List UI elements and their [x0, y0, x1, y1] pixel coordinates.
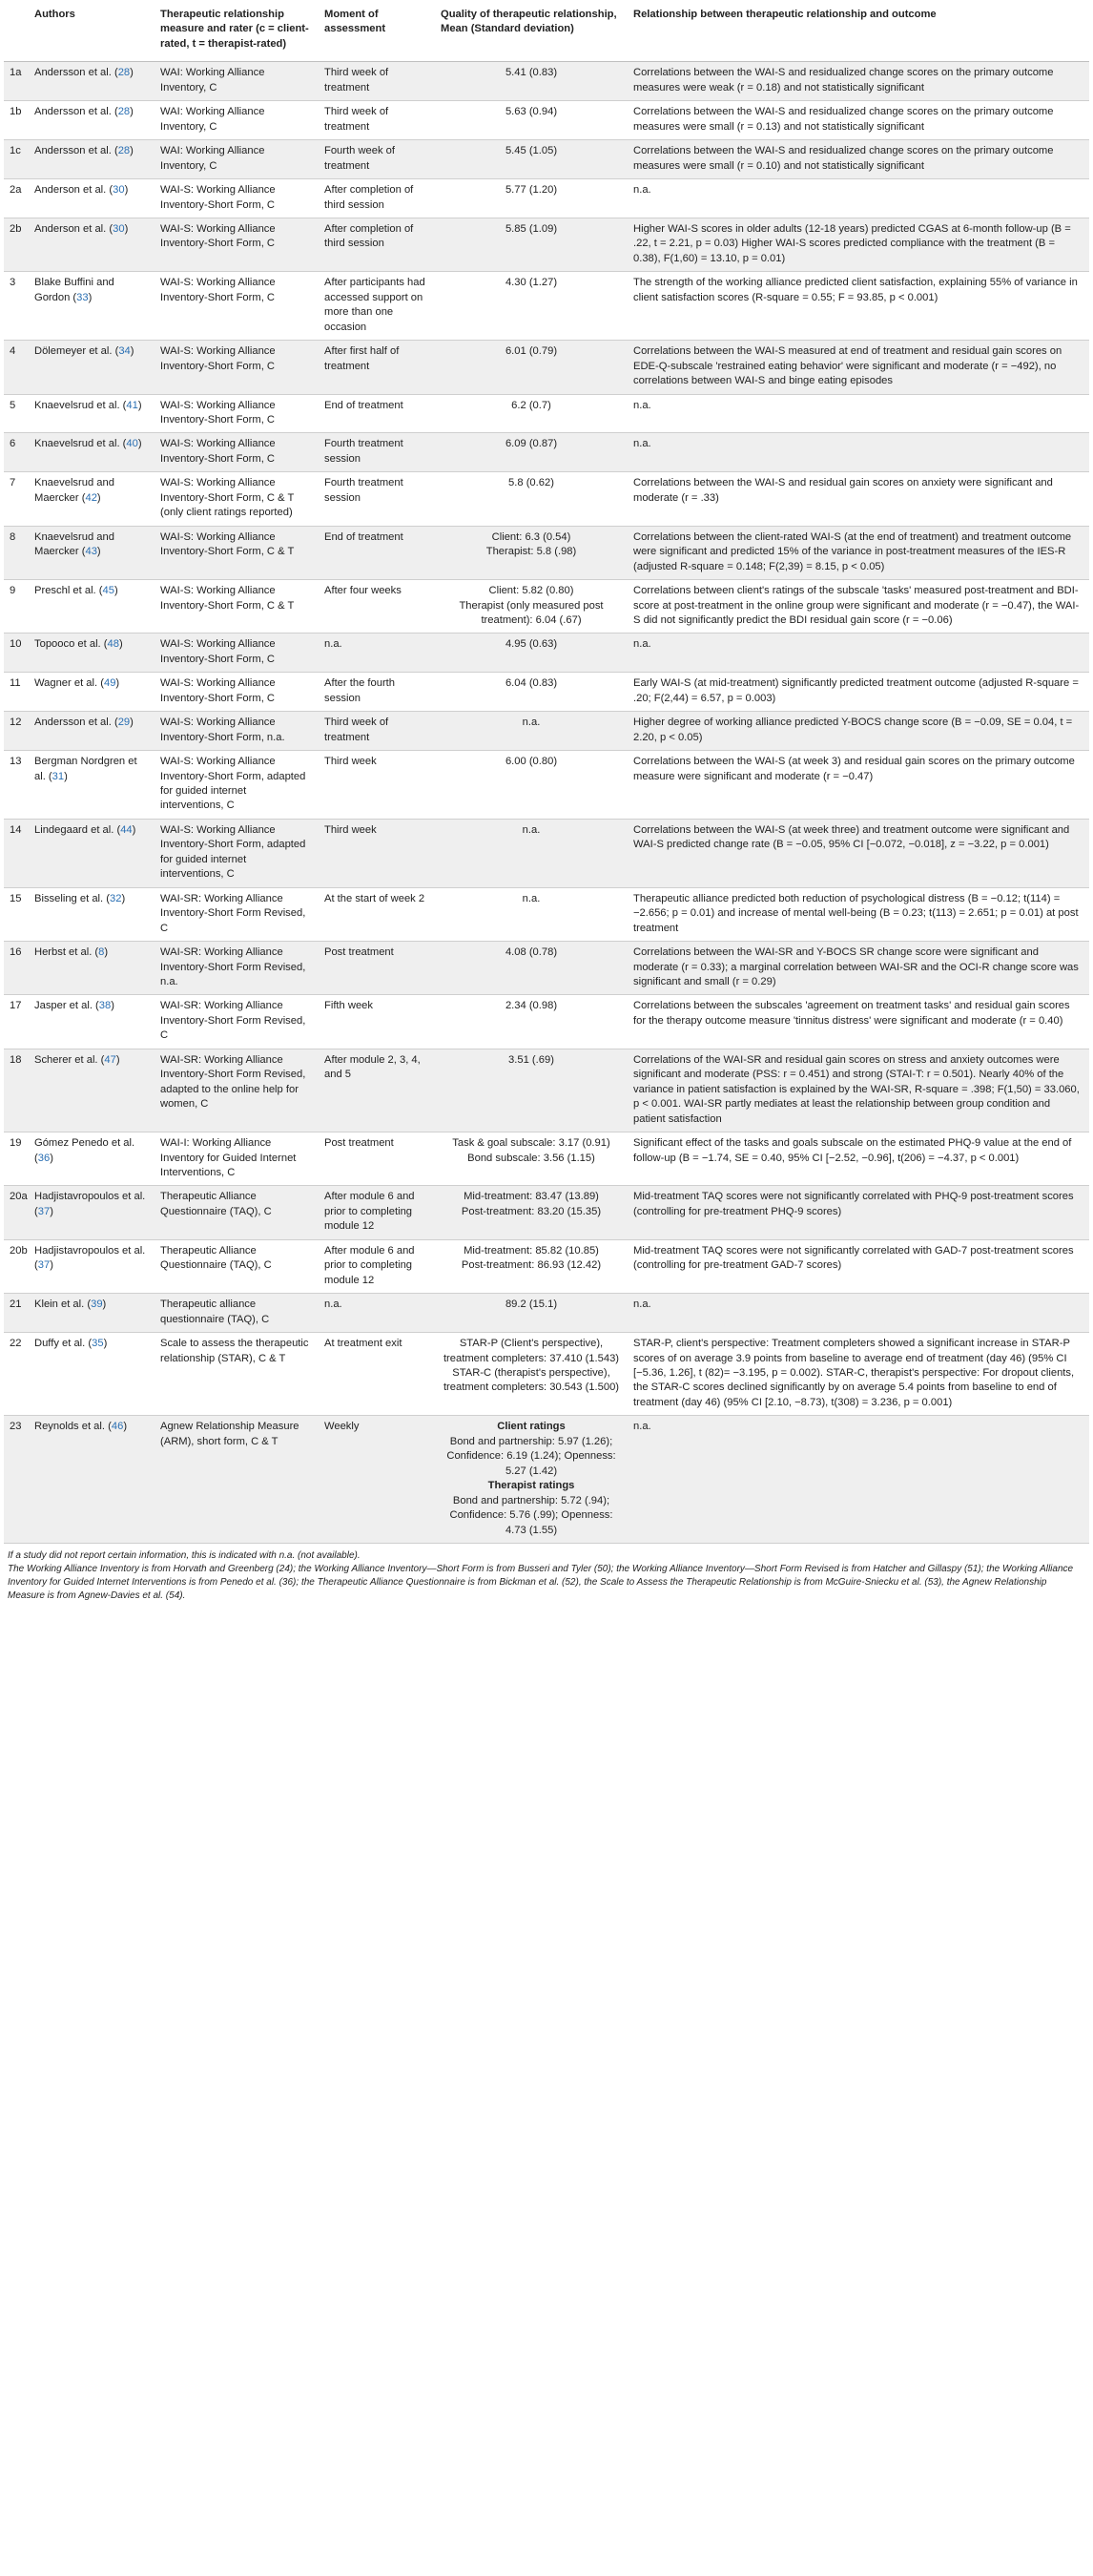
quality-cell	[435, 712, 628, 751]
study-id-cell: 1b	[4, 101, 29, 140]
quality-line: 89.2 (15.1)	[505, 1298, 558, 1311]
author-name: Hadjistavropoulos et al.	[34, 1191, 146, 1203]
header-outcome: Relationship between therapeutic relationship and outcome	[628, 2, 1089, 62]
table-row	[4, 1294, 1089, 1333]
quality-line: 3.51 (.69)	[508, 1053, 554, 1066]
study-id-cell: 21	[4, 1294, 29, 1333]
moment-cell: Fourth treatment session	[319, 472, 435, 526]
quality-cell	[435, 179, 628, 218]
study-id-cell: 22	[4, 1333, 29, 1416]
table-row	[4, 751, 1089, 820]
measure-cell: Agnew Relationship Measure (ARM), short form, C & T	[155, 1416, 319, 1544]
measure-cell: WAI-S: Working Alliance Inventory-Short Form, C	[155, 433, 319, 472]
outcome-cell: The strength of the working alliance predicted client satisfaction, explaining 55% of variance in client satisfaction scores (R-square = 0.55; F = 93.85, p < 0.001)	[628, 272, 1089, 341]
authors-cell: Herbst et al. (8)	[29, 942, 155, 995]
moment-cell: After participants had accessed support on more than one occasion	[319, 272, 435, 341]
quality-cell	[435, 394, 628, 433]
quality-line: Bond and partnership: 5.72 (.94); Confidence: 5.76 (.99); Openness: 4.73 (1.55)	[449, 1494, 613, 1536]
author-name: Andersson et al.	[34, 67, 112, 79]
study-id-cell: 4	[4, 341, 29, 394]
quality-cell	[435, 1132, 628, 1186]
study-id-cell: 1a	[4, 62, 29, 101]
authors-cell: Bisseling et al. (32)	[29, 887, 155, 941]
study-id-cell: 2b	[4, 218, 29, 271]
measure-cell: WAI-S: Working Alliance Inventory-Short Form, n.a.	[155, 712, 319, 751]
reference-link[interactable]: 39	[91, 1298, 103, 1311]
authors-cell: Blake Buffini and Gordon (33)	[29, 272, 155, 341]
measure-cell: WAI-S: Working Alliance Inventory-Short Form, C & T (only client ratings reported)	[155, 472, 319, 526]
quality-line: Task & goal subscale: 3.17 (0.91)	[452, 1137, 610, 1150]
moment-cell: Post treatment	[319, 942, 435, 995]
table-row	[4, 1132, 1089, 1186]
measure-cell: WAI-S: Working Alliance Inventory-Short Form, C & T	[155, 580, 319, 634]
measure-cell: WAI-S: Working Alliance Inventory-Short Form, C	[155, 634, 319, 673]
author-name: Anderson et al.	[34, 222, 107, 235]
outcome-cell: Correlations between the WAI-S and residualized change scores on the primary outcome measures were small (r = 0.10) and not statistically significant	[628, 140, 1089, 179]
moment-cell: After module 6 and prior to completing module 12	[319, 1186, 435, 1239]
measure-cell: WAI-S: Working Alliance Inventory-Short Form, C	[155, 272, 319, 341]
authors-cell: Knaevelsrud and Maercker (43)	[29, 526, 155, 579]
author-name: Knaevelsrud et al.	[34, 399, 120, 411]
study-id-cell: 13	[4, 751, 29, 820]
outcome-cell: Correlations between the WAI-S (at week three) and treatment outcome were significant and WAI-S predicted change rate (B = −0.05, 95% CI [−0.072, −0.018], z = −3.22, p = 0.001)	[628, 819, 1089, 887]
authors-cell: Dölemeyer et al. (34)	[29, 341, 155, 394]
study-id-cell: 6	[4, 433, 29, 472]
measure-cell: Therapeutic Alliance Questionnaire (TAQ), C	[155, 1186, 319, 1239]
table-header-row	[4, 2, 1089, 62]
quality-line: 5.85 (1.09)	[505, 222, 558, 235]
authors-cell: Andersson et al. (28)	[29, 62, 155, 101]
authors-cell: Anderson et al. (30)	[29, 218, 155, 271]
moment-cell: n.a.	[319, 1294, 435, 1333]
moment-cell: End of treatment	[319, 394, 435, 433]
measure-cell: WAI: Working Alliance Inventory, C	[155, 101, 319, 140]
reference-link[interactable]: 30	[113, 184, 125, 197]
moment-cell: After the fourth session	[319, 673, 435, 712]
table-row	[4, 1186, 1089, 1239]
reference-link[interactable]: 34	[118, 345, 131, 358]
table-body	[4, 62, 1089, 1544]
quality-line: 5.45 (1.05)	[505, 145, 558, 157]
study-id-cell: 2a	[4, 179, 29, 218]
quality-line: Client ratings	[497, 1421, 566, 1433]
measure-cell: WAI-S: Working Alliance Inventory-Short Form, adapted for guided internet interventions, C	[155, 751, 319, 820]
quality-line: STAR-C (therapist's perspective), treatment completers: 30.543 (1.500)	[443, 1366, 620, 1394]
table-row	[4, 1333, 1089, 1416]
author-name: Scherer et al.	[34, 1053, 98, 1066]
header-measure: Therapeutic relationship measure and rater (c = client-rated, t = therapist-rated)	[155, 2, 319, 62]
table-row	[4, 341, 1089, 394]
author-name: Preschl et al.	[34, 585, 96, 597]
table-row	[4, 712, 1089, 751]
authors-cell: Lindegaard et al. (44)	[29, 819, 155, 887]
authors-cell: Andersson et al. (28)	[29, 101, 155, 140]
table-footnote	[4, 1544, 1089, 1603]
authors-cell: Scherer et al. (47)	[29, 1049, 155, 1132]
reference-link[interactable]: 36	[37, 1152, 51, 1164]
moment-cell: Third week	[319, 751, 435, 820]
moment-cell: Fourth treatment session	[319, 433, 435, 472]
study-id-cell: 23	[4, 1416, 29, 1544]
author-name: Klein et al.	[34, 1298, 85, 1311]
author-name: Hadjistavropoulos et al.	[34, 1244, 146, 1257]
quality-cell	[435, 472, 628, 526]
authors-cell: Andersson et al. (28)	[29, 140, 155, 179]
study-id-cell: 15	[4, 887, 29, 941]
authors-cell: Gómez Penedo et al. (36)	[29, 1132, 155, 1186]
author-name: Andersson et al.	[34, 717, 112, 729]
reference-link[interactable]: 28	[117, 106, 131, 118]
reference-link[interactable]: 31	[52, 770, 65, 782]
quality-line: 4.08 (0.78)	[505, 946, 558, 959]
quality-line: 4.95 (0.63)	[505, 638, 558, 651]
reference-link[interactable]: 29	[117, 717, 131, 729]
reference-link[interactable]: 33	[76, 291, 89, 303]
reference-link[interactable]: 48	[107, 638, 119, 651]
study-id-cell: 3	[4, 272, 29, 341]
quality-cell	[435, 526, 628, 579]
table-row	[4, 942, 1089, 995]
measure-cell: WAI: Working Alliance Inventory, C	[155, 140, 319, 179]
header-authors: Authors	[29, 2, 155, 62]
quality-line: Bond subscale: 3.56 (1.15)	[467, 1152, 595, 1164]
quality-cell	[435, 819, 628, 887]
outcome-cell: Significant effect of the tasks and goals subscale on the estimated PHQ-9 value at the end of follow-up (B = −1.74, SE = 0.40, 95% CI [−2.52, −0.96], t(206) = −4.37, p < 0.001)	[628, 1132, 1089, 1186]
measure-cell: WAI-SR: Working Alliance Inventory-Short Form Revised, adapted to the online help for women, C	[155, 1049, 319, 1132]
outcome-cell: Higher degree of working alliance predicted Y-BOCS change score (B = −0.09, SE = 0.04, t = 2.20, p < 0.05)	[628, 712, 1089, 751]
table-row	[4, 62, 1089, 101]
reference-link[interactable]: 41	[126, 399, 138, 411]
quality-cell	[435, 580, 628, 634]
moment-cell: After four weeks	[319, 580, 435, 634]
table-row	[4, 634, 1089, 673]
footnote-line-1: If a study did not report certain information, this is indicated with n.a. (not available).	[8, 1549, 361, 1561]
moment-cell: Third week of treatment	[319, 712, 435, 751]
outcome-cell: n.a.	[628, 179, 1089, 218]
quality-line: Bond and partnership: 5.97 (1.26); Confidence: 6.19 (1.24); Openness: 5.27 (1.42)	[446, 1435, 616, 1477]
quality-cell	[435, 62, 628, 101]
quality-line: 6.00 (0.80)	[505, 756, 558, 768]
authors-cell: Reynolds et al. (46)	[29, 1416, 155, 1544]
quality-line: n.a.	[522, 717, 541, 729]
quality-line: 5.63 (0.94)	[505, 106, 558, 118]
quality-line: 5.8 (0.62)	[508, 477, 554, 489]
table-row	[4, 1049, 1089, 1132]
quality-line: 6.01 (0.79)	[505, 345, 558, 358]
authors-cell: Klein et al. (39)	[29, 1294, 155, 1333]
study-id-cell: 12	[4, 712, 29, 751]
table-row	[4, 887, 1089, 941]
quality-line: n.a.	[522, 892, 541, 904]
moment-cell: After completion of third session	[319, 218, 435, 271]
reference-link[interactable]: 49	[103, 677, 116, 690]
authors-cell: Duffy et al. (35)	[29, 1333, 155, 1416]
quality-line: 6.2 (0.7)	[511, 399, 551, 411]
outcome-cell: n.a.	[628, 433, 1089, 472]
moment-cell: After module 2, 3, 4, and 5	[319, 1049, 435, 1132]
quality-line: Therapist (only measured post treatment): 6.04 (.67)	[459, 599, 604, 626]
measure-cell: WAI-S: Working Alliance Inventory-Short Form, adapted for guided internet interventions, C	[155, 819, 319, 887]
measure-cell: WAI-SR: Working Alliance Inventory-Short Form Revised, C	[155, 995, 319, 1049]
reference-link[interactable]: 37	[37, 1259, 51, 1272]
measure-cell: WAI-SR: Working Alliance Inventory-Short Form Revised, n.a.	[155, 942, 319, 995]
table-row	[4, 179, 1089, 218]
therapeutic-relationship-table	[4, 2, 1089, 1544]
study-id-cell: 17	[4, 995, 29, 1049]
reference-link[interactable]: 28	[117, 67, 131, 79]
study-id-cell: 14	[4, 819, 29, 887]
quality-cell	[435, 433, 628, 472]
outcome-cell: Correlations between client's ratings of the subscale 'tasks' measured post-treatment and BDI-score at post-treatment in the online group were significant and moderate (r = −0.47), the WAI-S did not significantly predict the BDI residual gain score (r = −0.06)	[628, 580, 1089, 634]
author-name: Reynolds et al.	[34, 1421, 106, 1433]
study-id-cell: 19	[4, 1132, 29, 1186]
outcome-cell: Correlations between the WAI-S (at week 3) and residual gain scores on the primary outcome measure were significant and moderate (r = −0.47)	[628, 751, 1089, 820]
author-name: Knaevelsrud et al.	[34, 438, 120, 450]
outcome-cell: Correlations between the WAI-S measured at end of treatment and residual gain scores on EDE-Q-subscale 'restrained eating behavior' were significant and moderate (r = −492), no correlations between WAI-S and binge eating episodes	[628, 341, 1089, 394]
study-id-cell: 16	[4, 942, 29, 995]
table-row	[4, 272, 1089, 341]
reference-link[interactable]: 28	[117, 145, 131, 157]
study-id-cell: 11	[4, 673, 29, 712]
study-id-cell: 1c	[4, 140, 29, 179]
quality-line: Client: 6.3 (0.54)	[491, 530, 571, 543]
quality-cell	[435, 942, 628, 995]
quality-cell	[435, 341, 628, 394]
study-id-cell: 20b	[4, 1239, 29, 1293]
outcome-cell: Correlations between the client-rated WAI-S (at the end of treatment) and treatment outcome were significant and predicted 15% of the variance in post-treatment measures of the IES-R (adjusted R-square = 0.148; F(2,39) = 8.15, p < 0.05)	[628, 526, 1089, 579]
measure-cell: Therapeutic Alliance Questionnaire (TAQ), C	[155, 1239, 319, 1293]
table-row	[4, 1239, 1089, 1293]
reference-link[interactable]: 40	[126, 438, 138, 450]
quality-line: Therapist ratings	[487, 1480, 575, 1492]
author-name: Bisseling et al.	[34, 892, 104, 904]
outcome-cell: Correlations between the subscales 'agreement on treatment tasks' and residual gain scores for the therapy outcome measure 'tinnitus distress' were significant and moderate (r = 0.40)	[628, 995, 1089, 1049]
study-id-cell: 20a	[4, 1186, 29, 1239]
authors-cell: Jasper et al. (38)	[29, 995, 155, 1049]
moment-cell: Post treatment	[319, 1132, 435, 1186]
outcome-cell: Correlations between the WAI-S and residualized change scores on the primary outcome measures were weak (r = 0.18) and not statistically significant	[628, 62, 1089, 101]
reference-link[interactable]: 32	[109, 892, 122, 904]
quality-cell	[435, 887, 628, 941]
author-name: Dölemeyer et al.	[34, 345, 113, 358]
quality-line: 6.04 (0.83)	[505, 677, 558, 690]
quality-line: 4.30 (1.27)	[505, 277, 558, 289]
author-name: Lindegaard et al.	[34, 823, 114, 836]
study-id-cell: 18	[4, 1049, 29, 1132]
quality-cell	[435, 101, 628, 140]
quality-line: Mid-treatment: 85.82 (10.85)	[464, 1244, 599, 1257]
quality-line: 2.34 (0.98)	[505, 1000, 558, 1012]
reference-link[interactable]: 8	[98, 946, 105, 959]
author-name: Jasper et al.	[34, 1000, 93, 1012]
measure-cell: WAI: Working Alliance Inventory, C	[155, 62, 319, 101]
footnote-line-2: The Working Alliance Inventory is from Horvath and Greenberg (24); the Working Alliance Inventory—Short Form is from Busseri and Tyler (50); the Working Alliance Inventory—Short Form Revised is from Hatcher and Gillaspy (51); the Working Alliance Inventory for Guided Internet Interventions is from Penedo et al. (36); the Therapeutic Alliance Questionnaire is from Bickman et al. (52), the Scale to Assess the Therapeutic Relationship is from McGuire-Sniecku et al. (53), the Agnew Relationship Measure is from Agnew-Davies et al. (54).	[8, 1563, 1074, 1601]
table-row	[4, 995, 1089, 1049]
outcome-cell: n.a.	[628, 394, 1089, 433]
measure-cell: WAI-S: Working Alliance Inventory-Short Form, C & T	[155, 526, 319, 579]
author-name: Anderson et al.	[34, 184, 107, 197]
authors-cell: Bergman Nordgren et al. (31)	[29, 751, 155, 820]
reference-link[interactable]: 42	[85, 491, 97, 504]
moment-cell: Weekly	[319, 1416, 435, 1544]
author-name: Topooco et al.	[34, 638, 101, 651]
author-name: Wagner et al.	[34, 677, 98, 690]
author-name: Blake Buffini and Gordon	[34, 277, 114, 303]
moment-cell: n.a.	[319, 634, 435, 673]
moment-cell: At treatment exit	[319, 1333, 435, 1416]
authors-cell: Knaevelsrud et al. (41)	[29, 394, 155, 433]
moment-cell: After completion of third session	[319, 179, 435, 218]
quality-cell	[435, 218, 628, 271]
quality-cell	[435, 673, 628, 712]
table-row	[4, 101, 1089, 140]
outcome-cell: n.a.	[628, 634, 1089, 673]
table-row	[4, 394, 1089, 433]
quality-line: Client: 5.82 (0.80)	[488, 585, 574, 597]
outcome-cell: Early WAI-S (at mid-treatment) significantly predicted treatment outcome (adjusted R-square = .20; F(2,44) = 6.57, p = 0.003)	[628, 673, 1089, 712]
study-id-cell: 9	[4, 580, 29, 634]
quality-line: 5.77 (1.20)	[505, 184, 558, 197]
measure-cell: WAI-S: Working Alliance Inventory-Short Form, C	[155, 341, 319, 394]
measure-cell: WAI-I: Working Alliance Inventory for Guided Internet Interventions, C	[155, 1132, 319, 1186]
author-name: Andersson et al.	[34, 106, 112, 118]
table-row	[4, 140, 1089, 179]
quality-line: STAR-P (Client's perspective), treatment completers: 37.410 (1.543)	[443, 1338, 620, 1364]
measure-cell: WAI-SR: Working Alliance Inventory-Short Form Revised, C	[155, 887, 319, 941]
outcome-cell: Correlations between the WAI-SR and Y-BOCS SR change score were significant and moderate (r = 0.33); a marginal correlation between WAI-SR and the OCI-R change score was significant and small (r = 0.29)	[628, 942, 1089, 995]
quality-line: Therapist: 5.8 (.98)	[485, 546, 577, 558]
outcome-cell: Higher WAI-S scores in older adults (12-18 years) predicted CGAS at 6-month follow-up (B = .22, t = 2.21, p = 0.03) Higher WAI-S scores predicted compliance with the treatment (B = 0.38), F(1,60) = 13.10, p = 0.01)	[628, 218, 1089, 271]
outcome-cell: Correlations of the WAI-SR and residual gain scores on stress and anxiety outcomes were significant and moderate (PSS: r = 0.451) and strong (STAI-T: r = 0.501). Nearly 40% of the variance in patient satisfaction is explained by the WAI-SR, R-square = .398; F(1,50) = 33.060, p < 0.001. WAI-SR partly mediates at least the relationship between group condition and patient satisfaction	[628, 1049, 1089, 1132]
moment-cell: After module 6 and prior to completing module 12	[319, 1239, 435, 1293]
authors-cell: Hadjistavropoulos et al. (37)	[29, 1186, 155, 1239]
outcome-cell: n.a.	[628, 1294, 1089, 1333]
quality-cell	[435, 634, 628, 673]
quality-cell	[435, 995, 628, 1049]
outcome-cell: STAR-P, client's perspective: Treatment completers showed a significant increase in STAR-P scores of on average 3.9 points from baseline to average end of treatment (day 46) (95% CI [−5.36, 1.26], t (82)= −3.195, p = 0.002). STAR-C, therapist's perspective: For dropout clients, the STAR-C scores declined significantly by on average 5.4 points from baseline to end of treatment (day 46) (95% CI [2.10, −8.73), t(308) = 3.236, p = 0.001)	[628, 1333, 1089, 1416]
quality-line: 5.41 (0.83)	[505, 67, 558, 79]
outcome-cell: n.a.	[628, 1416, 1089, 1544]
author-name: Duffy et al.	[34, 1338, 86, 1350]
quality-line: Mid-treatment: 83.47 (13.89)	[464, 1191, 599, 1203]
authors-cell: Knaevelsrud et al. (40)	[29, 433, 155, 472]
table-row	[4, 472, 1089, 526]
quality-cell	[435, 1186, 628, 1239]
quality-line: Post-treatment: 83.20 (15.35)	[461, 1205, 602, 1217]
table-row	[4, 819, 1089, 887]
outcome-cell: Therapeutic alliance predicted both reduction of psychological distress (B = −0.12; t(114) = −2.656; p = 0.01) and increase of mental well-being (B = 0.23; t(113) = 2.651; p = 0.01) at post treatment	[628, 887, 1089, 941]
study-id-cell: 7	[4, 472, 29, 526]
measure-cell: WAI-S: Working Alliance Inventory-Short Form, C	[155, 218, 319, 271]
reference-link[interactable]: 43	[85, 546, 97, 558]
authors-cell: Andersson et al. (29)	[29, 712, 155, 751]
quality-cell	[435, 1333, 628, 1416]
measure-cell: Scale to assess the therapeutic relationship (STAR), C & T	[155, 1333, 319, 1416]
moment-cell: Fifth week	[319, 995, 435, 1049]
reference-link[interactable]: 46	[111, 1421, 124, 1433]
table-row	[4, 580, 1089, 634]
author-name: Bergman Nordgren et al.	[34, 756, 137, 782]
quality-cell	[435, 751, 628, 820]
reference-link[interactable]: 47	[104, 1053, 116, 1066]
moment-cell: Third week of treatment	[319, 101, 435, 140]
reference-link[interactable]: 38	[98, 1000, 112, 1012]
table-row	[4, 1416, 1089, 1544]
measure-cell: WAI-S: Working Alliance Inventory-Short Form, C	[155, 179, 319, 218]
authors-cell: Anderson et al. (30)	[29, 179, 155, 218]
author-name: Gómez Penedo et al.	[34, 1137, 135, 1150]
quality-line: 6.09 (0.87)	[505, 438, 558, 450]
moment-cell: At the start of week 2	[319, 887, 435, 941]
moment-cell: After first half of treatment	[319, 341, 435, 394]
quality-cell	[435, 140, 628, 179]
outcome-cell: Correlations between the WAI-S and residual gain scores on anxiety were significant and moderate (r = .33)	[628, 472, 1089, 526]
moment-cell: Third week	[319, 819, 435, 887]
measure-cell: WAI-S: Working Alliance Inventory-Short Form, C	[155, 673, 319, 712]
reference-link[interactable]: 45	[102, 585, 114, 597]
quality-cell	[435, 272, 628, 341]
quality-cell	[435, 1294, 628, 1333]
study-id-cell: 10	[4, 634, 29, 673]
moment-cell: End of treatment	[319, 526, 435, 579]
authors-cell: Wagner et al. (49)	[29, 673, 155, 712]
reference-link[interactable]: 44	[120, 823, 133, 836]
header-quality: Quality of therapeutic relationship, Mean (Standard deviation)	[435, 2, 628, 62]
header-study-id	[4, 2, 29, 62]
study-id-cell: 8	[4, 526, 29, 579]
authors-cell: Topooco et al. (48)	[29, 634, 155, 673]
moment-cell: Fourth week of treatment	[319, 140, 435, 179]
study-id-cell: 5	[4, 394, 29, 433]
reference-link[interactable]: 35	[92, 1338, 104, 1350]
table-row	[4, 673, 1089, 712]
quality-line: Post-treatment: 86.93 (12.42)	[461, 1259, 602, 1272]
table-row	[4, 218, 1089, 271]
table-row	[4, 526, 1089, 579]
header-moment: Moment of assessment	[319, 2, 435, 62]
outcome-cell: Mid-treatment TAQ scores were not significantly correlated with GAD-7 post-treatment scores (controlling for pre-treatment GAD-7 scores)	[628, 1239, 1089, 1293]
authors-cell: Hadjistavropoulos et al. (37)	[29, 1239, 155, 1293]
author-name: Knaevelsrud and Maercker	[34, 477, 114, 504]
quality-line: n.a.	[522, 823, 541, 836]
author-name: Andersson et al.	[34, 145, 112, 157]
outcome-cell: Correlations between the WAI-S and residualized change scores on the primary outcome measures were small (r = 0.13) and not statistically significant	[628, 101, 1089, 140]
reference-link[interactable]: 30	[113, 222, 125, 235]
measure-cell: Therapeutic alliance questionnaire (TAQ), C	[155, 1294, 319, 1333]
authors-cell: Knaevelsrud and Maercker (42)	[29, 472, 155, 526]
author-name: Knaevelsrud and Maercker	[34, 530, 114, 558]
quality-cell	[435, 1049, 628, 1132]
authors-cell: Preschl et al. (45)	[29, 580, 155, 634]
quality-cell	[435, 1239, 628, 1293]
measure-cell: WAI-S: Working Alliance Inventory-Short Form, C	[155, 394, 319, 433]
quality-cell	[435, 1416, 628, 1544]
moment-cell: Third week of treatment	[319, 62, 435, 101]
table-row	[4, 433, 1089, 472]
outcome-cell: Mid-treatment TAQ scores were not significantly correlated with PHQ-9 post-treatment scores (controlling for pre-treatment PHQ-9 scores)	[628, 1186, 1089, 1239]
reference-link[interactable]: 37	[37, 1205, 51, 1217]
author-name: Herbst et al.	[34, 946, 93, 959]
